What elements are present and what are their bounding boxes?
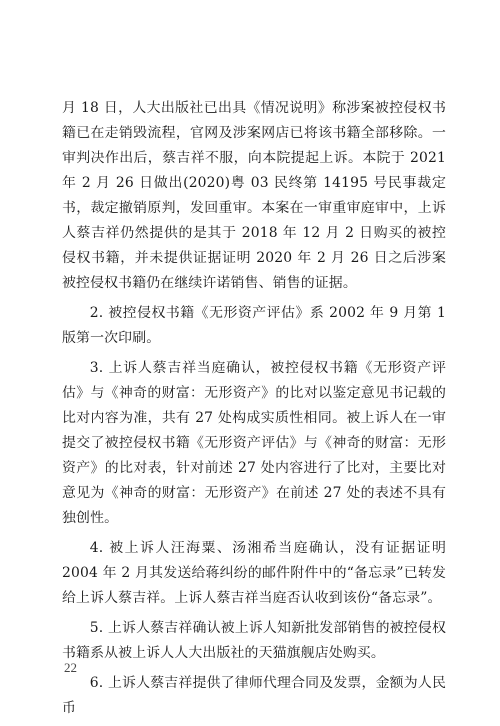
page-number: 22 [64,660,77,675]
paragraph-continuation: 月 18 日，人大出版社已出具《情况说明》称涉案被控侵权书籍已在走销毁流程，官网及涉案网店已将该书籍全部移除。一审判决作出后，蔡吉祥不服，向本院提起上诉。本院于 2021 年 2 月 26 日做出(2020)粤 03 民终第 14195 号民事裁定书，裁定撤销原判，发回重审。本案在一审重审庭审中，上诉人蔡吉祥仍然提供的是其于 2018 年 12 月 2 日购买的被控侵权书籍，并未提供证据证明 2020 年 2 月 26 日之后涉案被控侵权书籍仍在继续许诺销售、销售的证据。 [62,100,446,291]
paragraph-item-3: 3. 上诉人蔡吉祥当庭确认，被控侵权书籍《无形资产评估》与《神奇的财富：无形资产》的比对以鉴定意见书记载的比对内容为准，共有 27 处构成实质性相同。被上诉人在一审提交了被控侵权书籍《无形资产评估》与《神奇的财富：无形资产》的比对表，针对前述 27 处内容进行了比对，主要比对意见为《神奇的财富：无形资产》在前述 27 处的表述不具有独创性。 [62,360,446,526]
document-body [62,96,446,726]
paragraph-item-5: 5. 上诉人蔡吉祥确认被上诉人知新批发部销售的被控侵权书籍系从被上诉人人大出版社的天猫旗舰店处购买。 [62,620,446,661]
paragraph-item-6: 6. 上诉人蔡吉祥提供了律师代理合同及发票，金额为人民币 [62,675,446,716]
paragraph-item-4: 4. 被上诉人汪海粟、汤湘希当庭确认，没有证据证明 2004 年 2 月其发送给蒋纠纷的邮件附件中的“备忘录”已转发给上诉人蔡吉祥。上诉人蔡吉祥当庭否认收到该份“备忘录”。 [62,540,446,606]
paragraph-item-2: 2. 被控侵权书籍《无形资产评估》系 2002 年 9 月第 1 版第一次印刷。 [62,305,446,346]
